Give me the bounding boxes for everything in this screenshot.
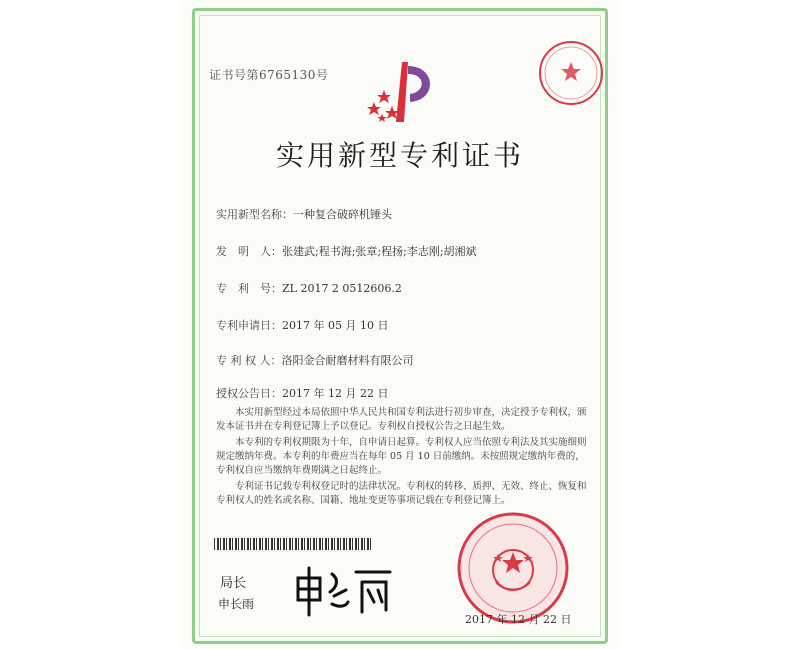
patent-office-logo [364, 58, 442, 124]
field-value: ZL 2017 2 0512606.2 [282, 282, 402, 295]
field-value: 张建武;程书海;张章;程扬;李志刚;胡湘斌 [282, 245, 477, 258]
official-seal [438, 512, 588, 624]
field-label: 专 利 号： [216, 282, 282, 295]
field-value: 2017 年 05 月 10 日 [282, 319, 389, 332]
field-label: 专利申请日： [216, 319, 282, 332]
certificate-number: 证书号第6765130号 [209, 68, 329, 82]
body-paragraph: 本实用新型经过本局依照中华人民共和国专利法进行初步审查，决定授予专利权，颁发本证书并在专利登记簿上予以登记。专利权自授权公告之日起生效。 [216, 407, 587, 432]
field-value: 洛阳金合耐磨材料有限公司 [281, 354, 414, 367]
field-label: 专 利 权 人： [216, 354, 282, 367]
handwritten-signature [290, 560, 400, 620]
signatory-name: 申长雨 [218, 597, 255, 611]
field-label: 实用新型名称： [216, 208, 293, 221]
signatory-title: 局长 [220, 576, 247, 591]
field-label: 授权公告日： [216, 387, 282, 400]
field-application-date [216, 314, 388, 333]
body-paragraph: 本专利的专利权期限为十年，自申请日起算。专利权人应当依照专利法及其实施细则规定缴纳年费。本专利的年费应当在每年 05 月 10 日前缴纳。未按照规定缴纳年费的，专利权自应当缴纳年费期满之日起终止。 [216, 437, 587, 476]
field-value: 一种复合破碎机锤头 [293, 208, 392, 221]
field-value: 2017 年 12 月 22 日 [282, 387, 389, 400]
field-grant-date [216, 382, 388, 401]
certificate-title: 实用新型专利证书 [275, 139, 524, 172]
field-label: 发 明 人： [216, 245, 282, 258]
patent-office-stamp [536, 38, 606, 108]
issue-date: 2017 年 12 月 22 日 [465, 613, 572, 626]
field-patentee [216, 349, 414, 368]
field-patent-number [216, 277, 402, 296]
field-inventors [216, 240, 477, 259]
field-utility-model-name [216, 203, 392, 222]
body-paragraph: 专利证书记载专利权登记时的法律状况。专利权的转移、质押、无效、终止、恢复和专利权人的姓名或名称、国籍、地址变更等事项记载在专利登记簿上。 [216, 481, 587, 506]
barcode [214, 538, 372, 550]
